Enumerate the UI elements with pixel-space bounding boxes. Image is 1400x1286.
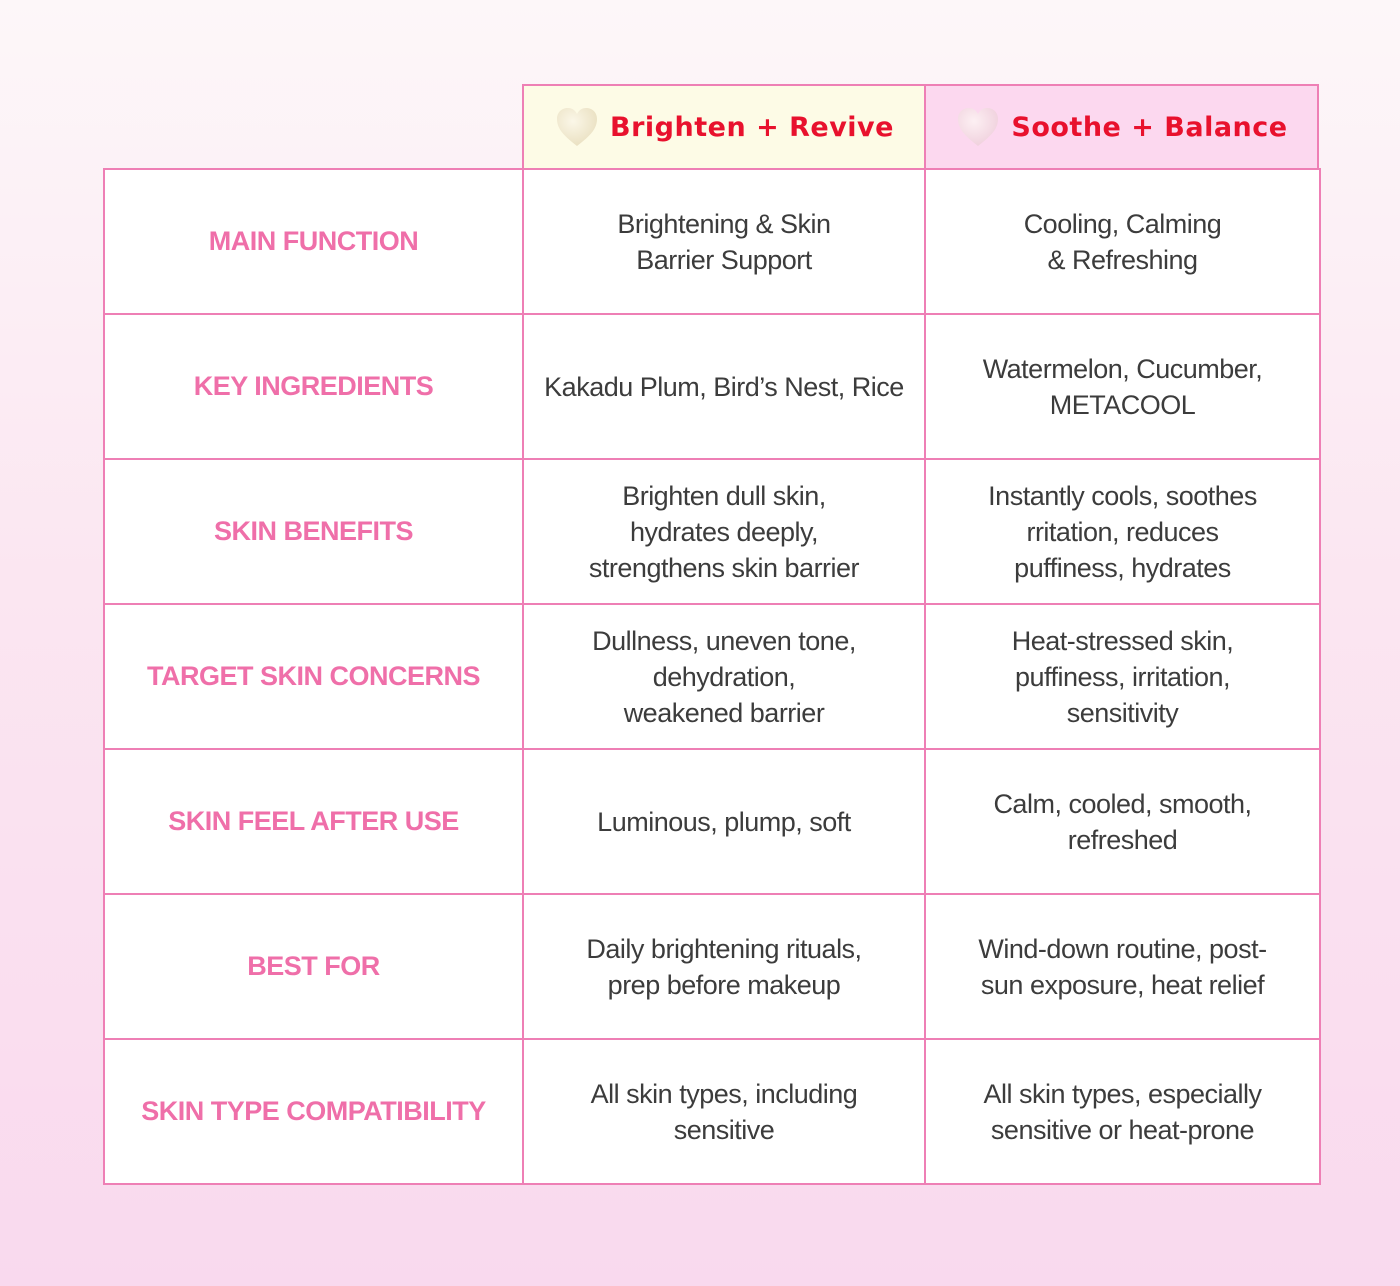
row-label: SKIN TYPE COMPATIBILITY: [104, 1039, 523, 1184]
cell-text: Heat-stressed skin, puffiness, irritation, sensitivity: [1011, 625, 1234, 728]
soothe-cell: [925, 1039, 1320, 1184]
row-label: MAIN FUNCTION: [104, 169, 523, 314]
heart-icon: [554, 104, 600, 150]
cell-text: Dullness, uneven tone, dehydration, weakened barrier: [592, 625, 856, 728]
row-label: KEY INGREDIENTS: [104, 314, 523, 459]
soothe-cell: [925, 749, 1320, 894]
cell-text: Luminous, plump, soft: [597, 806, 851, 837]
soothe-cell: [925, 604, 1320, 749]
comparison-grid: [103, 168, 1321, 1185]
brighten-cell: [523, 1039, 925, 1184]
soothe-cell: [925, 459, 1320, 604]
cell-text: Cooling, Calming & Refreshing: [1023, 208, 1222, 275]
row-label: TARGET SKIN CONCERNS: [104, 604, 523, 749]
table-row: [104, 459, 1320, 604]
column-title-brighten: Brighten + Revive: [610, 111, 894, 143]
brighten-cell: [523, 749, 925, 894]
column-header-brighten: [522, 84, 926, 168]
cell-text: All skin types, including sensitive: [590, 1078, 858, 1145]
row-label: SKIN BENEFITS: [104, 459, 523, 604]
table-header-row: [103, 84, 1319, 168]
cell-text: Watermelon, Cucumber, METACOOL: [982, 353, 1263, 420]
table-row: [104, 604, 1320, 749]
row-label: SKIN FEEL AFTER USE: [104, 749, 523, 894]
cell-text: Wind-down routine, post- sun exposure, heat relief: [978, 933, 1267, 1000]
table-row: [104, 749, 1320, 894]
brighten-cell: [523, 604, 925, 749]
cell-text: Brightening & Skin Barrier Support: [617, 208, 831, 275]
soothe-cell: [925, 314, 1320, 459]
heart-icon: [955, 104, 1001, 150]
comparison-table: [103, 84, 1319, 1185]
soothe-cell: [925, 894, 1320, 1039]
brighten-cell: [523, 169, 925, 314]
column-title-soothe: Soothe + Balance: [1011, 111, 1288, 143]
brighten-cell: [523, 894, 925, 1039]
table-row: [104, 314, 1320, 459]
brighten-cell: [523, 459, 925, 604]
cell-text: Instantly cools, soothes rritation, reduces puffiness, hydrates: [988, 480, 1257, 583]
cell-text: All skin types, especially sensitive or heat-prone: [983, 1078, 1262, 1145]
brighten-cell: [523, 314, 925, 459]
cell-text: Brighten dull skin, hydrates deeply, strengthens skin barrier: [588, 480, 860, 583]
cell-text: Daily brightening rituals, prep before makeup: [586, 933, 862, 1000]
table-row: [104, 169, 1320, 314]
column-header-soothe: [924, 84, 1319, 168]
cell-text: Calm, cooled, smooth, refreshed: [993, 788, 1252, 855]
table-row: [104, 1039, 1320, 1184]
cell-text: Kakadu Plum, Bird’s Nest, Rice: [544, 371, 904, 402]
row-label: BEST FOR: [104, 894, 523, 1039]
table-row: [104, 894, 1320, 1039]
soothe-cell: [925, 169, 1320, 314]
